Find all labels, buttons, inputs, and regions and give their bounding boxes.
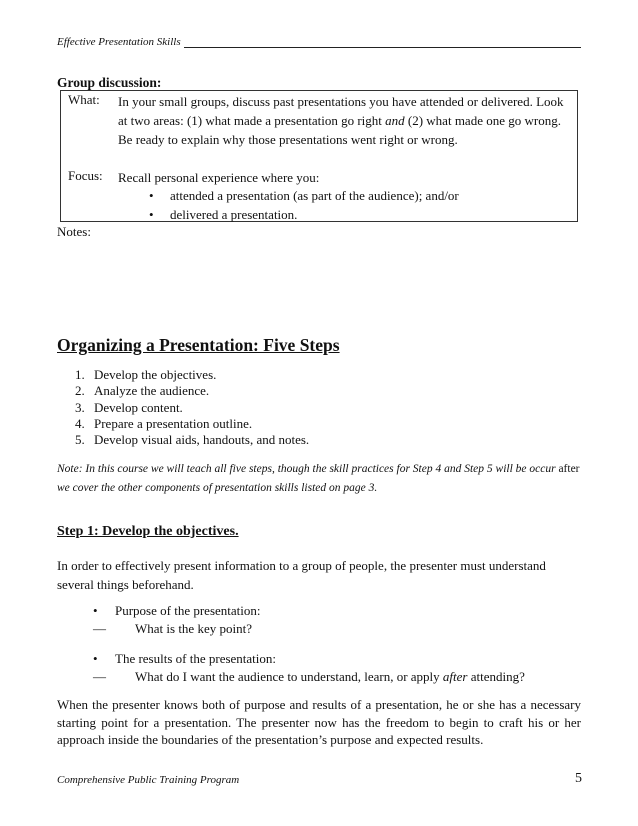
header-title: Effective Presentation Skills (57, 36, 181, 48)
dash-icon: — (93, 669, 106, 684)
sub-item: — What do I want the audience to understand, learn, or apply after attending? (93, 669, 525, 684)
focus-label: Focus: (68, 168, 103, 183)
notes-label: Notes: (57, 224, 91, 239)
focus-bullet-list (149, 186, 549, 224)
purpose-bullet: • Purpose of the presentation: — What is the key point? (93, 602, 573, 638)
what-text (118, 92, 572, 149)
group-discussion-box (60, 90, 578, 222)
list-item: 4. Prepare a presentation outline. (75, 415, 253, 431)
step1-closing: When the presenter knows both of purpose and results of a presentation, he or she has a necessary starting point for a presentation. The presenter now has the freedom to begin to craft his or her approach inside the boundaries of the presentation’s purpose and expected results. (57, 697, 581, 747)
list-item: • attended a presentation (as part of the audience); and/or (149, 188, 459, 203)
bullet-icon: • (93, 651, 98, 666)
list-item: 2. Analyze the audience. (75, 383, 210, 399)
group-discussion-heading: Group discussion: (57, 75, 162, 90)
list-item: 5. Develop visual aids, handouts, and notes. (75, 432, 310, 448)
sub-item: — What is the key point? (93, 621, 252, 636)
header-rule (184, 37, 581, 48)
running-header (57, 36, 581, 48)
note-after: after (558, 463, 580, 475)
what-text-end: (2) what made one go wrong. Be ready to explain why those presentations went right or wrong. (118, 113, 561, 147)
course-note: Note: In this course we will teach all five steps, though the skill practices for Step 4 and Step 5 will be occur after we cover the other components of presentation skills listed on page 3. (57, 463, 580, 494)
list-item: 3. Develop content. (75, 399, 183, 415)
list-item: 1. Develop the objectives. (75, 367, 217, 382)
results-bullet: • The results of the presentation: — What do I want the audience to understand, learn, or apply after attending? (93, 650, 573, 686)
steps-list (75, 367, 309, 448)
footer-program: Comprehensive Public Training Program (57, 774, 240, 786)
what-and: and (385, 113, 405, 128)
bullet-icon: • (149, 188, 154, 203)
step1-intro: In order to effectively present information to a group of people, the presenter must understand several things beforehand. (57, 558, 546, 592)
list-item: • delivered a presentation. (149, 207, 298, 222)
page-number: 5 (575, 771, 582, 786)
bullet-icon: • (93, 603, 98, 618)
step1-heading: Step 1: Develop the objectives. (57, 524, 239, 539)
what-label: What: (68, 92, 100, 107)
focus-text: Recall personal experience where you: (118, 170, 320, 185)
what-text-start: In your small groups, discuss past presentations you have attended or delivered. Look at two areas: (1) what made a presentation go right (118, 94, 564, 128)
organizing-heading: Organizing a Presentation: Five Steps (57, 335, 340, 355)
dash-icon: — (93, 621, 106, 636)
bullet-icon: • (149, 207, 154, 222)
